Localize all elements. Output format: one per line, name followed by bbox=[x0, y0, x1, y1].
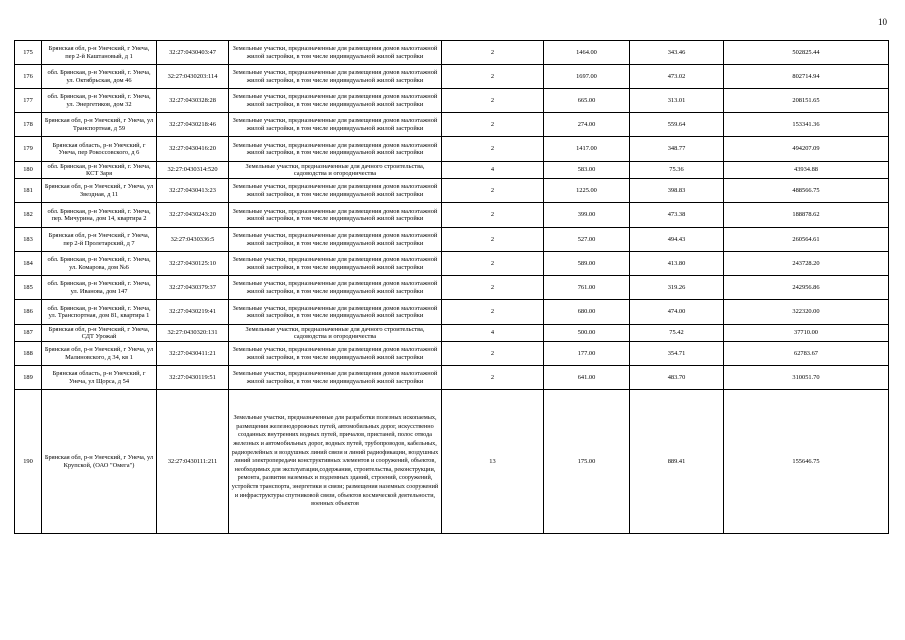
address-cell: Брянская обл, р-н Унечский, г Унеча, СДТ Урожай bbox=[42, 325, 157, 342]
land-use-cell: Земельные участки, предназначенные для размещения домов малоэтажной жилой застройки, в том числе индивидуальной жилой застройки bbox=[229, 65, 442, 89]
area-cell: 761.00 bbox=[544, 276, 630, 300]
group-cell: 2 bbox=[442, 113, 544, 137]
specific-value-cell: 473.02 bbox=[630, 65, 724, 89]
area-cell: 641.00 bbox=[544, 366, 630, 390]
land-use-cell: Земельные участки, предназначенные для разработки полезных ископаемых, размещения железнодорожных путей, автомобильных дорог, искусственно созданных внутренних водных путей, причалов, пристаней, полос отвода железных и автомобильных дорог, водных путей, трубопроводов, кабельных, радиорелейных и воздушных линий связи и линий радиофикации, воздушных линий электропередачи конструктивных элементов и сооружений, объектов, необходимых для эксплуатации,содержания, строительства, реконструкции, ремонта, развития наземных и подземных зданий, строений, сооружений, устройств транспорта, энергетики и связи; размещения наземных сооружений и инфраструктуры спутниковой связи, объектов космической деятельности, военных объектов bbox=[229, 390, 442, 534]
specific-value-cell: 313.01 bbox=[630, 89, 724, 113]
group-cell: 2 bbox=[442, 366, 544, 390]
cadastral-number-cell: 32:27:0430203:114 bbox=[157, 65, 229, 89]
specific-value-cell: 473.38 bbox=[630, 203, 724, 228]
address-cell: Брянская область, р-н Унечский, г Унеча, пер Рокоссовского, д 6 bbox=[42, 137, 157, 162]
cadastral-value-cell: 260564.61 bbox=[724, 228, 889, 252]
cadastral-value-cell: 208151.65 bbox=[724, 89, 889, 113]
cadastral-value-cell: 37710.00 bbox=[724, 325, 889, 342]
row-number: 186 bbox=[15, 300, 42, 325]
group-cell: 2 bbox=[442, 228, 544, 252]
page-number: 10 bbox=[878, 17, 887, 27]
specific-value-cell: 348.77 bbox=[630, 137, 724, 162]
row-number: 182 bbox=[15, 203, 42, 228]
cadastral-number-cell: 32:27:0430328:28 bbox=[157, 89, 229, 113]
cadastral-value-cell: 310051.70 bbox=[724, 366, 889, 390]
area-cell: 665.00 bbox=[544, 89, 630, 113]
cadastral-number-cell: 32:27:0430416:20 bbox=[157, 137, 229, 162]
cadastral-value-cell: 243728.20 bbox=[724, 252, 889, 276]
table-row bbox=[15, 162, 889, 179]
area-cell: 177.00 bbox=[544, 342, 630, 366]
address-cell: Брянская обл, р-н Унечский, г Унеча, ул Малиновского, д 34, кв 1 bbox=[42, 342, 157, 366]
table-row bbox=[15, 89, 889, 113]
cadastral-value-cell: 188878.62 bbox=[724, 203, 889, 228]
table-row bbox=[15, 390, 889, 534]
address-cell: обл. Брянская, р-н Унечский, г. Унеча, КСТ Заря bbox=[42, 162, 157, 179]
table-row bbox=[15, 179, 889, 203]
area-cell: 274.00 bbox=[544, 113, 630, 137]
land-use-cell: Земельные участки, предназначенные для размещения домов малоэтажной жилой застройки, в том числе индивидуальной жилой застройки bbox=[229, 252, 442, 276]
row-number: 190 bbox=[15, 390, 42, 534]
group-cell: 2 bbox=[442, 276, 544, 300]
cadastral-number-cell: 32:27:0430403:47 bbox=[157, 41, 229, 65]
specific-value-cell: 75.42 bbox=[630, 325, 724, 342]
table-row bbox=[15, 113, 889, 137]
address-cell: обл. Брянская, р-н Унечский, г. Унеча, пер. Мичурина, дом 14, квартира 2 bbox=[42, 203, 157, 228]
cadastral-value-cell: 494207.09 bbox=[724, 137, 889, 162]
table-row bbox=[15, 300, 889, 325]
specific-value-cell: 494.43 bbox=[630, 228, 724, 252]
table-body bbox=[15, 41, 889, 534]
cadastral-number-cell: 32:27:0430320:131 bbox=[157, 325, 229, 342]
group-cell: 2 bbox=[442, 252, 544, 276]
specific-value-cell: 483.70 bbox=[630, 366, 724, 390]
group-cell: 2 bbox=[442, 342, 544, 366]
table-row bbox=[15, 41, 889, 65]
land-use-cell: Земельные участки, предназначенные для размещения домов малоэтажной жилой застройки, в том числе индивидуальной жилой застройки bbox=[229, 342, 442, 366]
specific-value-cell: 413.80 bbox=[630, 252, 724, 276]
area-cell: 399.00 bbox=[544, 203, 630, 228]
address-cell: обл. Брянская, р-н Унечский, г. Унеча, ул. Комарова, дом №6 bbox=[42, 252, 157, 276]
specific-value-cell: 559.64 bbox=[630, 113, 724, 137]
group-cell: 13 bbox=[442, 390, 544, 534]
table-row bbox=[15, 276, 889, 300]
address-cell: Брянская обл, р-н Унечский, г Унеча, ул Транспортная, д 59 bbox=[42, 113, 157, 137]
area-cell: 1697.00 bbox=[544, 65, 630, 89]
row-number: 184 bbox=[15, 252, 42, 276]
cadastral-number-cell: 32:27:0430125:10 bbox=[157, 252, 229, 276]
area-cell: 583.00 bbox=[544, 162, 630, 179]
row-number: 178 bbox=[15, 113, 42, 137]
land-use-cell: Земельные участки, предназначенные для размещения домов малоэтажной жилой застройки, в том числе индивидуальной жилой застройки bbox=[229, 179, 442, 203]
cadastral-number-cell: 32:27:0430314:520 bbox=[157, 162, 229, 179]
specific-value-cell: 398.83 bbox=[630, 179, 724, 203]
cadastral-number-cell: 32:27:0430411:21 bbox=[157, 342, 229, 366]
cadastral-number-cell: 32:27:0430243:20 bbox=[157, 203, 229, 228]
land-use-cell: Земельные участки, предназначенные для размещения домов малоэтажной жилой застройки, в том числе индивидуальной жилой застройки bbox=[229, 366, 442, 390]
area-cell: 1417.00 bbox=[544, 137, 630, 162]
table-row bbox=[15, 203, 889, 228]
row-number: 183 bbox=[15, 228, 42, 252]
address-cell: Брянская область, р-н Унечский, г Унеча, ул Щорса, д 54 bbox=[42, 366, 157, 390]
group-cell: 2 bbox=[442, 89, 544, 113]
land-use-cell: Земельные участки, предназначенные для размещения домов малоэтажной жилой застройки, в том числе индивидуальной жилой застройки bbox=[229, 137, 442, 162]
cadastral-number-cell: 32:27:0430111:211 bbox=[157, 390, 229, 534]
group-cell: 2 bbox=[442, 300, 544, 325]
cadastral-value-cell: 802714.94 bbox=[724, 65, 889, 89]
row-number: 187 bbox=[15, 325, 42, 342]
address-cell: Брянская обл, р-н Унечский, г Унеча, ул Крупской, (ОАО "Омега") bbox=[42, 390, 157, 534]
table-row bbox=[15, 252, 889, 276]
area-cell: 175.00 bbox=[544, 390, 630, 534]
cadastral-value-cell: 488566.75 bbox=[724, 179, 889, 203]
specific-value-cell: 354.71 bbox=[630, 342, 724, 366]
cadastral-value-table bbox=[14, 40, 889, 534]
cadastral-number-cell: 32:27:0430379:37 bbox=[157, 276, 229, 300]
row-number: 180 bbox=[15, 162, 42, 179]
area-cell: 680.00 bbox=[544, 300, 630, 325]
group-cell: 2 bbox=[442, 179, 544, 203]
land-use-cell: Земельные участки, предназначенные для дачного строительства, садоводства и огородничества bbox=[229, 325, 442, 342]
table-row bbox=[15, 342, 889, 366]
group-cell: 2 bbox=[442, 203, 544, 228]
address-cell: обл. Брянская, р-н Унечский, г. Унеча, ул. Октябрьская, дом 46 bbox=[42, 65, 157, 89]
address-cell: обл. Брянская, р-н Унечский, г. Унеча, ул. Энергетиков, дом 32 bbox=[42, 89, 157, 113]
area-cell: 589.00 bbox=[544, 252, 630, 276]
row-number: 175 bbox=[15, 41, 42, 65]
area-cell: 1464.00 bbox=[544, 41, 630, 65]
cadastral-value-cell: 155646.75 bbox=[724, 390, 889, 534]
row-number: 181 bbox=[15, 179, 42, 203]
group-cell: 2 bbox=[442, 137, 544, 162]
row-number: 188 bbox=[15, 342, 42, 366]
area-cell: 1225.00 bbox=[544, 179, 630, 203]
group-cell: 4 bbox=[442, 162, 544, 179]
table-row bbox=[15, 228, 889, 252]
land-use-cell: Земельные участки, предназначенные для дачного строительства, садоводства и огородничества bbox=[229, 162, 442, 179]
table-row bbox=[15, 65, 889, 89]
table-row bbox=[15, 325, 889, 342]
specific-value-cell: 474.00 bbox=[630, 300, 724, 325]
group-cell: 2 bbox=[442, 41, 544, 65]
row-number: 177 bbox=[15, 89, 42, 113]
address-cell: Брянская обл, р-н Унечский, г Унеча, пер 2-й Пролетарский, д 7 bbox=[42, 228, 157, 252]
address-cell: обл. Брянская, р-н Унечский, г. Унеча, ул. Транспортная, дом 81, квартира 1 bbox=[42, 300, 157, 325]
table-row bbox=[15, 137, 889, 162]
land-use-cell: Земельные участки, предназначенные для размещения домов малоэтажной жилой застройки, в том числе индивидуальной жилой застройки bbox=[229, 228, 442, 252]
group-cell: 4 bbox=[442, 325, 544, 342]
land-use-cell: Земельные участки, предназначенные для размещения домов малоэтажной жилой застройки, в том числе индивидуальной жилой застройки bbox=[229, 276, 442, 300]
specific-value-cell: 75.36 bbox=[630, 162, 724, 179]
cadastral-number-cell: 32:27:0430336:5 bbox=[157, 228, 229, 252]
address-cell: обл. Брянская, р-н Унечский, г. Унеча, ул. Иванова, дом 147 bbox=[42, 276, 157, 300]
cadastral-value-cell: 322320.00 bbox=[724, 300, 889, 325]
land-use-cell: Земельные участки, предназначенные для размещения домов малоэтажной жилой застройки, в том числе индивидуальной жилой застройки bbox=[229, 41, 442, 65]
land-use-cell: Земельные участки, предназначенные для размещения домов малоэтажной жилой застройки, в том числе индивидуальной жилой застройки bbox=[229, 89, 442, 113]
area-cell: 527.00 bbox=[544, 228, 630, 252]
row-number: 185 bbox=[15, 276, 42, 300]
cadastral-number-cell: 32:27:0430218:46 bbox=[157, 113, 229, 137]
row-number: 189 bbox=[15, 366, 42, 390]
cadastral-value-cell: 43934.88 bbox=[724, 162, 889, 179]
cadastral-value-cell: 62783.67 bbox=[724, 342, 889, 366]
specific-value-cell: 889.41 bbox=[630, 390, 724, 534]
row-number: 179 bbox=[15, 137, 42, 162]
cadastral-value-cell: 502825.44 bbox=[724, 41, 889, 65]
cadastral-value-cell: 242956.86 bbox=[724, 276, 889, 300]
cadastral-number-cell: 32:27:0430219:41 bbox=[157, 300, 229, 325]
area-cell: 500.00 bbox=[544, 325, 630, 342]
address-cell: Брянская обл, р-н Унечский, г Унеча, ул Звездная, д 11 bbox=[42, 179, 157, 203]
cadastral-value-cell: 153341.36 bbox=[724, 113, 889, 137]
group-cell: 2 bbox=[442, 65, 544, 89]
cadastral-number-cell: 32:27:0430413:23 bbox=[157, 179, 229, 203]
land-use-cell: Земельные участки, предназначенные для размещения домов малоэтажной жилой застройки, в том числе индивидуальной жилой застройки bbox=[229, 113, 442, 137]
row-number: 176 bbox=[15, 65, 42, 89]
cadastral-number-cell: 32:27:0430119:51 bbox=[157, 366, 229, 390]
land-use-cell: Земельные участки, предназначенные для размещения домов малоэтажной жилой застройки, в том числе индивидуальной жилой застройки bbox=[229, 203, 442, 228]
address-cell: Брянская обл, р-н Унечский, г Унеча, пер 2-й Каштановый, д 1 bbox=[42, 41, 157, 65]
specific-value-cell: 343.46 bbox=[630, 41, 724, 65]
table-row bbox=[15, 366, 889, 390]
land-use-cell: Земельные участки, предназначенные для размещения домов малоэтажной жилой застройки, в том числе индивидуальной жилой застройки bbox=[229, 300, 442, 325]
specific-value-cell: 319.26 bbox=[630, 276, 724, 300]
